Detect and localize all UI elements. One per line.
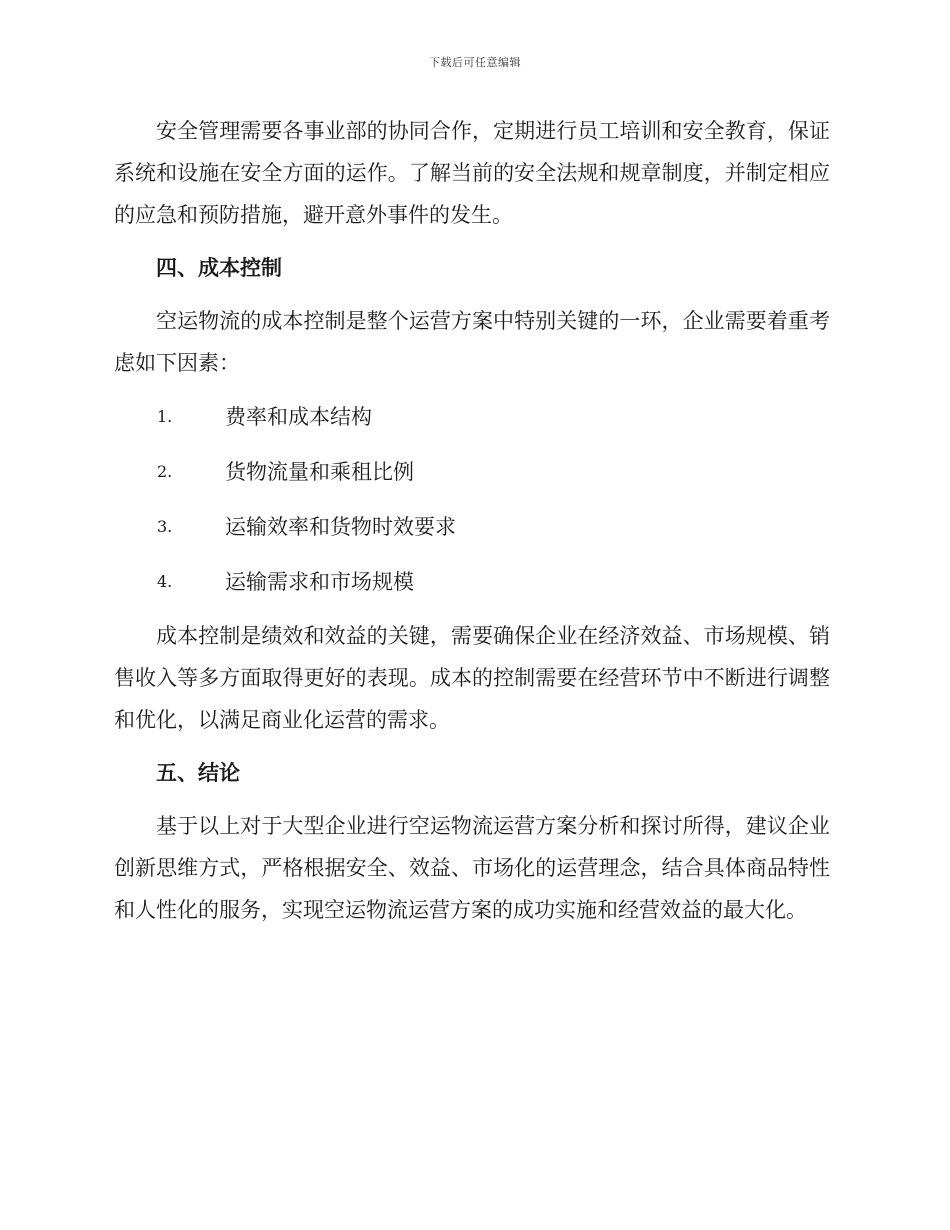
- list-item: [114, 505, 830, 547]
- cost-factor-list: [114, 395, 830, 602]
- cost-control-heading: 四、成本控制: [156, 256, 282, 280]
- list-item-text: 费率和成本结构: [225, 405, 372, 429]
- list-item: [114, 560, 830, 602]
- document-body: [114, 110, 830, 942]
- list-item-number: 4.: [157, 571, 173, 591]
- cost-control-intro: 空运物流的成本控制是整个运营方案中特别关键的一环，企业需要着重考虑如下因素：: [114, 309, 830, 375]
- list-item-text: 运输效率和货物时效要求: [225, 515, 456, 539]
- list-item: [114, 395, 830, 437]
- list-item-number: 2.: [157, 461, 173, 481]
- list-item-number: 1.: [157, 406, 173, 426]
- safety-paragraph: 安全管理需要各事业部的协同合作，定期进行员工培训和安全教育，保证系统和设施在安全方面的运作。了解当前的安全法规和规章制度，并制定相应的应急和预防措施，避开意外事件的发生。: [114, 119, 830, 227]
- list-item-text: 货物流量和乘租比例: [225, 460, 414, 484]
- list-item-text: 运输需求和市场规模: [225, 570, 414, 594]
- cost-control-summary: 成本控制是绩效和效益的关键，需要确保企业在经济效益、市场规模、销售收入等多方面取得更好的表现。成本的控制需要在经营环节中不断进行调整和优化，以满足商业化运营的需求。: [114, 624, 830, 732]
- conclusion-paragraph: 基于以上对于大型企业进行空运物流运营方案分析和探讨所得，建议企业创新思维方式，严格根据安全、效益、市场化的运营理念，结合具体商品特性和人性化的服务，实现空运物流运营方案的成功实施和经营效益的最大化。: [114, 814, 830, 922]
- conclusion-heading: 五、结论: [156, 761, 240, 785]
- list-item: [114, 450, 830, 492]
- list-item-number: 3.: [157, 516, 173, 536]
- header-note: 下载后可任意编辑: [429, 56, 521, 69]
